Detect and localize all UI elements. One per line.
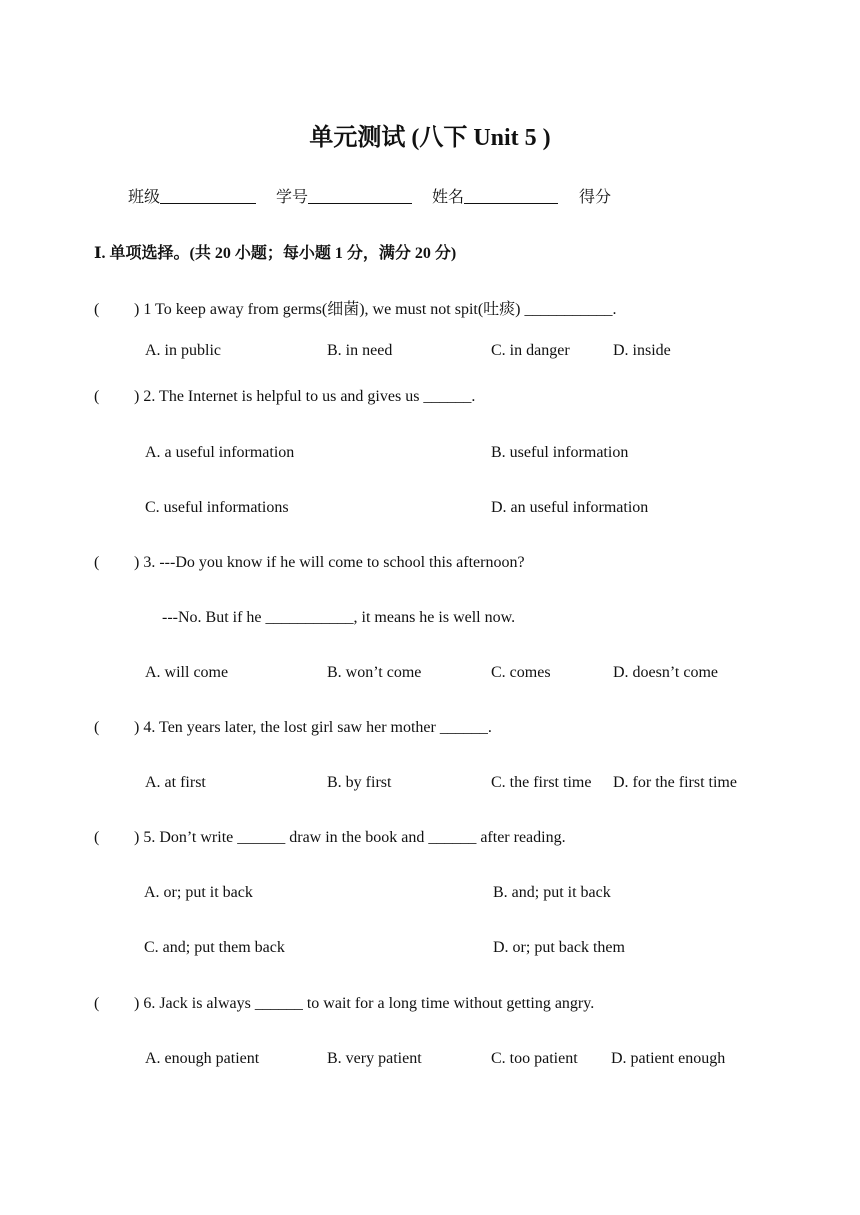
option-a: A. will come [145, 664, 229, 681]
answer-paren[interactable]: ( [94, 829, 100, 846]
question-text: ) 6. Jack is always ______ to wait for a long time without getting angry. [134, 995, 595, 1012]
option-a: A. a useful information [145, 444, 295, 461]
option-b: B. in need [327, 342, 393, 359]
option-b: B. won’t come [327, 664, 422, 681]
score-field [579, 184, 611, 207]
option-c: C. the first time [491, 774, 592, 791]
option-d: D. or; put back them [493, 939, 625, 956]
option-d: D. an useful information [491, 499, 649, 516]
name-field [432, 184, 558, 207]
option-a: A. enough patient [145, 1050, 260, 1067]
question-text: ) 2. The Internet is helpful to us and gives us ______. [134, 388, 476, 405]
answer-paren[interactable]: ( [94, 388, 100, 405]
question-text: ) 1 To keep away from germs(细菌), we must not spit(吐痰) ___________. [134, 301, 617, 318]
option-c: C. too patient [491, 1050, 578, 1067]
answer-paren[interactable]: ( [94, 719, 100, 736]
score-label: 得分 [579, 189, 612, 206]
name-label: 姓名 [432, 189, 465, 206]
question-text: ) 3. ---Do you know if he will come to school this afternoon? [134, 554, 525, 571]
number-field [276, 184, 412, 207]
option-d: D. inside [613, 342, 671, 359]
option-d: D. patient enough [611, 1050, 726, 1067]
question-3 [94, 554, 525, 572]
option-b: B. by first [327, 774, 392, 791]
class-field [128, 184, 256, 207]
answer-paren[interactable]: ( [94, 554, 100, 571]
question-1 [94, 296, 617, 319]
question-text: ) 4. Ten years later, the lost girl saw her mother ______. [134, 719, 492, 736]
option-a: A. at first [145, 774, 206, 791]
answer-paren[interactable]: ( [94, 995, 100, 1012]
name-blank[interactable] [464, 187, 558, 204]
option-c: C. and; put them back [144, 939, 285, 956]
option-b: B. useful information [491, 444, 629, 461]
question-4 [94, 719, 492, 737]
class-blank[interactable] [160, 187, 256, 204]
section-heading: Ⅰ. 单项选择。(共 20 小题；每小题 1 分，满分 20 分) [94, 245, 457, 262]
question-5 [94, 829, 566, 847]
option-c: C. in danger [491, 342, 570, 359]
number-blank[interactable] [308, 187, 412, 204]
option-a: A. in public [145, 342, 221, 359]
answer-paren[interactable]: ( [94, 301, 100, 318]
question-6 [94, 995, 594, 1013]
question-2 [94, 388, 475, 406]
option-d: D. doesn’t come [613, 664, 719, 681]
number-label: 学号 [276, 189, 309, 206]
option-a: A. or; put it back [144, 884, 253, 901]
class-label: 班级 [128, 189, 161, 206]
option-d: D. for the first time [613, 774, 737, 791]
option-b: B. very patient [327, 1050, 422, 1067]
question-text: ) 5. Don’t write ______ draw in the book and ______ after reading. [134, 829, 566, 846]
option-c: C. comes [491, 664, 551, 681]
page-title: 单元测试 (八下 Unit 5 ) [309, 125, 551, 151]
option-b: B. and; put it back [493, 884, 611, 901]
question-3-reply: ---No. But if he ___________, it means he is well now. [162, 609, 516, 626]
option-c: C. useful informations [145, 499, 289, 516]
